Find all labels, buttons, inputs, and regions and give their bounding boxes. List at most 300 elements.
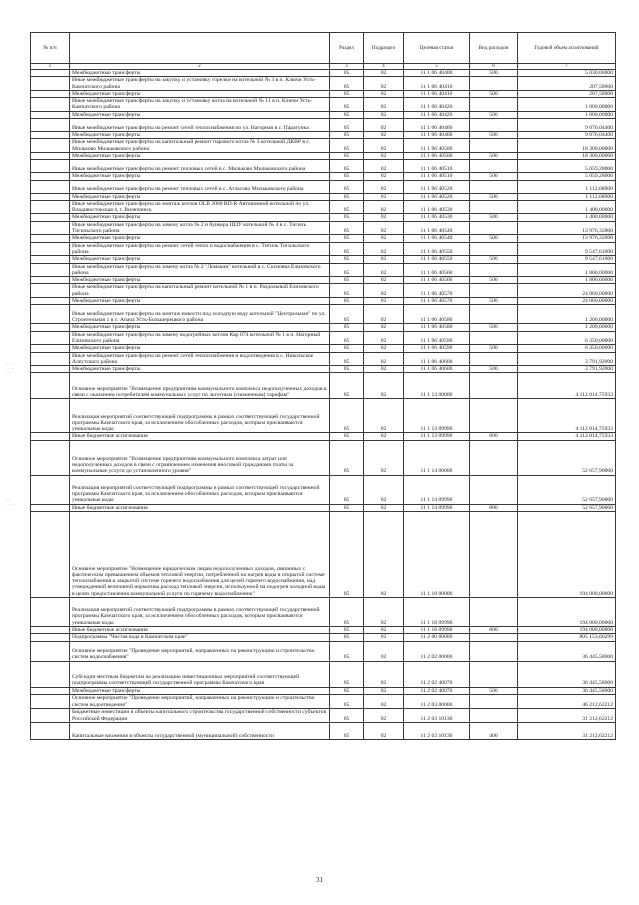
row-total-cell: 9 547,61000 bbox=[518, 242, 616, 256]
row-subsection-cell: 02 bbox=[364, 722, 404, 739]
table-row bbox=[31, 98, 616, 112]
row-expense-cell bbox=[470, 641, 518, 661]
row-num-cell bbox=[31, 242, 70, 256]
table-row bbox=[31, 235, 616, 242]
row-num-cell bbox=[31, 597, 70, 626]
row-section-cell: 05 bbox=[330, 433, 364, 440]
row-article-cell: 11 1 06 40560 bbox=[404, 277, 470, 284]
row-name-cell: Межбюджетные трансферты bbox=[70, 277, 330, 284]
row-expense-cell: 500 bbox=[470, 366, 518, 373]
column-number: 5 bbox=[404, 64, 470, 70]
table-row bbox=[31, 597, 616, 626]
row-expense-cell bbox=[470, 399, 518, 433]
table-header-row bbox=[31, 33, 616, 64]
row-name-cell: Подпрограмма "Чистая вода в Камчатском крае" bbox=[70, 634, 330, 641]
row-article-cell: 11 1 06 40540 bbox=[404, 235, 470, 242]
row-expense-cell: 500 bbox=[470, 345, 518, 352]
row-total-cell: 4 112 014,75933 bbox=[518, 399, 616, 433]
row-expense-cell: 800 bbox=[470, 504, 518, 511]
table-row bbox=[31, 687, 616, 694]
row-subsection-cell: 02 bbox=[364, 661, 404, 687]
row-subsection-cell: 02 bbox=[364, 305, 404, 324]
row-num-cell bbox=[31, 152, 70, 159]
row-total-cell: 805 153,66299 bbox=[518, 634, 616, 641]
table-row bbox=[31, 433, 616, 440]
row-name-cell: Основное мероприятие "Возмещение предприятиям коммунального комплекса недополученных доходов в связи с оказанием потребителям коммунальных услуг по льготным (сниженным) тарифам" bbox=[70, 373, 330, 399]
row-total-cell: 1 200,00000 bbox=[518, 324, 616, 331]
row-article-cell: 11 1 06 40500 bbox=[404, 152, 470, 159]
row-article-cell: 11 2 03 10130 bbox=[404, 708, 470, 722]
table-row bbox=[31, 173, 616, 180]
row-num-cell bbox=[31, 132, 70, 139]
row-total-cell: 194 000,00000 bbox=[518, 626, 616, 633]
row-num-cell bbox=[31, 235, 70, 242]
row-total-cell: 1 200,00000 bbox=[518, 305, 616, 324]
row-num-cell bbox=[31, 324, 70, 331]
row-num-cell bbox=[31, 139, 70, 153]
row-num-cell bbox=[31, 399, 70, 433]
row-num-cell bbox=[31, 77, 70, 91]
row-name-cell: Межбюджетные трансферты bbox=[70, 90, 330, 97]
row-subsection-cell: 02 bbox=[364, 324, 404, 331]
row-article-cell: 11 1 06 40520 bbox=[404, 193, 470, 200]
column-number: 3 bbox=[330, 64, 364, 70]
row-subsection-cell: 02 bbox=[364, 298, 404, 305]
table-row bbox=[31, 366, 616, 373]
row-expense-cell: 400 bbox=[470, 722, 518, 739]
row-name-cell: Иные межбюджетные трансферты на ремонт сетей теплоснабжения по ул. Нагорная в с. Паратунка bbox=[70, 119, 330, 132]
row-num-cell bbox=[31, 475, 70, 504]
row-num-cell bbox=[31, 708, 70, 722]
header-total: Годовой объем ассигнований bbox=[518, 33, 616, 64]
row-total-cell: 194 000,00000 bbox=[518, 597, 616, 626]
row-num-cell bbox=[31, 173, 70, 180]
row-article-cell: 11 1 14 09990 bbox=[404, 475, 470, 504]
row-total-cell: 1 112,68000 bbox=[518, 193, 616, 200]
row-section-cell: 05 bbox=[330, 634, 364, 641]
row-subsection-cell: 02 bbox=[364, 242, 404, 256]
row-total-cell: 31 212,62212 bbox=[518, 722, 616, 739]
row-total-cell: 24 060,00000 bbox=[518, 284, 616, 298]
row-section-cell: 05 bbox=[330, 399, 364, 433]
row-article-cell: 11 1 06 40420 bbox=[404, 98, 470, 112]
row-total-cell: 31 212,62212 bbox=[518, 708, 616, 722]
row-section-cell: 05 bbox=[330, 200, 364, 214]
row-subsection-cell: 02 bbox=[364, 440, 404, 475]
row-subsection-cell: 02 bbox=[364, 284, 404, 298]
row-section-cell: 05 bbox=[330, 242, 364, 256]
row-expense-cell bbox=[470, 98, 518, 112]
row-num-cell bbox=[31, 634, 70, 641]
row-section-cell: 05 bbox=[330, 641, 364, 661]
row-expense-cell: 500 bbox=[470, 173, 518, 180]
row-subsection-cell: 02 bbox=[364, 694, 404, 708]
row-expense-cell bbox=[470, 119, 518, 132]
table-row bbox=[31, 352, 616, 366]
table-row bbox=[31, 511, 616, 597]
row-total-cell: 1 000,00000 bbox=[518, 111, 616, 118]
row-article-cell: 11 1 13 09990 bbox=[404, 399, 470, 433]
table-row bbox=[31, 298, 616, 305]
row-name-cell: Реализация мероприятий соответствующей подпрограммы в рамках соответствующей государственной программы Камчатского края, за исключением обособленных расходов, которым присваиваются уникальные коды bbox=[70, 597, 330, 626]
row-article-cell: 11 1 06 40510 bbox=[404, 160, 470, 173]
row-article-cell: 11 2 02 40070 bbox=[404, 661, 470, 687]
row-article-cell: 11 1 06 40590 bbox=[404, 345, 470, 352]
table-row bbox=[31, 284, 616, 298]
row-expense-cell: 500 bbox=[470, 256, 518, 263]
row-name-cell: Иные межбюджетные трансферты на замену котла № 2 "Ломакин" котельной в с. Сосновка Елизовского района bbox=[70, 263, 330, 277]
row-article-cell: 11 2 03 00000 bbox=[404, 694, 470, 708]
row-total-cell: 6 350,00000 bbox=[518, 345, 616, 352]
table-row bbox=[31, 132, 616, 139]
row-name-cell: Межбюджетные трансферты bbox=[70, 70, 330, 77]
row-subsection-cell: 02 bbox=[364, 331, 404, 345]
row-name-cell: Основное мероприятие "Возмещение предприятиям коммунального комплекса затрат или недополученных доходов в связи с ограничением изменения вносимой гражданами платы за коммунальные услуги до установленного уровня" bbox=[70, 440, 330, 475]
row-subsection-cell: 02 bbox=[364, 641, 404, 661]
row-article-cell: 11 1 13 00000 bbox=[404, 373, 470, 399]
header-expense-type: Вид расходов bbox=[470, 33, 518, 64]
row-num-cell bbox=[31, 180, 70, 193]
row-num-cell bbox=[31, 119, 70, 132]
row-expense-cell bbox=[470, 331, 518, 345]
row-subsection-cell: 02 bbox=[364, 626, 404, 633]
row-section-cell: 05 bbox=[330, 284, 364, 298]
row-section-cell: 05 bbox=[330, 504, 364, 511]
row-section-cell: 05 bbox=[330, 70, 364, 77]
row-subsection-cell: 02 bbox=[364, 90, 404, 97]
row-subsection-cell: 02 bbox=[364, 263, 404, 277]
table-row bbox=[31, 119, 616, 132]
row-name-cell: Иные бюджетные ассигнования bbox=[70, 626, 330, 633]
row-expense-cell bbox=[470, 305, 518, 324]
table-row bbox=[31, 373, 616, 399]
row-article-cell: 11 1 06 40600 bbox=[404, 366, 470, 373]
row-article-cell: 11 1 06 40510 bbox=[404, 173, 470, 180]
row-name-cell: Межбюджетные трансферты bbox=[70, 345, 330, 352]
row-article-cell: 11 1 06 40580 bbox=[404, 305, 470, 324]
table-row bbox=[31, 193, 616, 200]
row-total-cell: 52 657,90000 bbox=[518, 440, 616, 475]
row-total-cell: 1 800,00000 bbox=[518, 277, 616, 284]
row-section-cell: 05 bbox=[330, 98, 364, 112]
row-num-cell bbox=[31, 214, 70, 221]
table-row bbox=[31, 152, 616, 159]
row-name-cell: Иные межбюджетные трансферты на монтаж емкости под холодную воду котельной "Центральная" по ул. Строительная 1 в с. Апача Усть-Большерецкого района bbox=[70, 305, 330, 324]
column-number: 4 bbox=[364, 64, 404, 70]
row-num-cell bbox=[31, 694, 70, 708]
row-section-cell: 05 bbox=[330, 221, 364, 235]
row-name-cell: Капитальные вложения в объекты государственной (муниципальной) собственности bbox=[70, 722, 330, 739]
row-num-cell bbox=[31, 626, 70, 633]
table-row bbox=[31, 263, 616, 277]
row-expense-cell: 500 bbox=[470, 298, 518, 305]
row-article-cell: 11 1 06 40530 bbox=[404, 200, 470, 214]
row-total-cell: 3 791,92000 bbox=[518, 366, 616, 373]
row-section-cell: 05 bbox=[330, 298, 364, 305]
row-expense-cell: 800 bbox=[470, 433, 518, 440]
row-name-cell: Иные межбюджетные трансферты на закупку и установку котла на котельной № 11 в п. Ключи Усть-Камчатского района bbox=[70, 98, 330, 112]
row-article-cell: 11 1 13 09990 bbox=[404, 433, 470, 440]
row-subsection-cell: 02 bbox=[364, 98, 404, 112]
row-name-cell: Основное мероприятие "Возмещение юридическим лицам недополученных доходов, связанных с фактическим превышением объемов тепловой энергии, потребленной на нагрев воды в открытой системе теплоснабжения и закрытой системе горячего водоснабжения для целей горячего водоснабжения, над утвержденной величиной норматива расхода тепловой энергии, используемой на подогрев холодной воды в целях предоставления коммунальной услуги по горячему водоснабжению" bbox=[70, 511, 330, 597]
row-num-cell bbox=[31, 305, 70, 324]
row-section-cell: 05 bbox=[330, 152, 364, 159]
row-article-cell: 11 1 18 09990 bbox=[404, 626, 470, 633]
row-total-cell: 18 300,00000 bbox=[518, 152, 616, 159]
row-name-cell: Межбюджетные трансферты bbox=[70, 256, 330, 263]
row-num-cell bbox=[31, 366, 70, 373]
table-row bbox=[31, 399, 616, 433]
row-article-cell: 11 1 06 40530 bbox=[404, 214, 470, 221]
table-row bbox=[31, 70, 616, 77]
row-expense-cell: 800 bbox=[470, 626, 518, 633]
row-num-cell bbox=[31, 440, 70, 475]
row-name-cell: Иные межбюджетные трансферты на ремонт сетей теплоснабжения и водоотведения в с. Никольское Алеутского района bbox=[70, 352, 330, 366]
row-num-cell bbox=[31, 284, 70, 298]
row-expense-cell: 500 bbox=[470, 193, 518, 200]
row-name-cell: Реализация мероприятий соответствующей подпрограммы в рамках соответствующей государственной программы Камчатского края, за исключением обособленных расходов, которым присваиваются уникальные коды bbox=[70, 399, 330, 433]
row-section-cell: 05 bbox=[330, 214, 364, 221]
row-subsection-cell: 02 bbox=[364, 221, 404, 235]
row-name-cell: Межбюджетные трансферты bbox=[70, 235, 330, 242]
row-total-cell: 194 000,00000 bbox=[518, 511, 616, 597]
row-name-cell: Межбюджетные трансферты bbox=[70, 152, 330, 159]
row-article-cell: 11 2 00 00000 bbox=[404, 634, 470, 641]
row-total-cell: 13 976,32000 bbox=[518, 235, 616, 242]
row-section-cell: 05 bbox=[330, 132, 364, 139]
row-section-cell: 05 bbox=[330, 256, 364, 263]
row-num-cell bbox=[31, 722, 70, 739]
row-article-cell: 11 1 18 09990 bbox=[404, 597, 470, 626]
row-subsection-cell: 02 bbox=[364, 193, 404, 200]
row-expense-cell bbox=[470, 634, 518, 641]
column-number: 7 bbox=[518, 64, 616, 70]
row-num-cell bbox=[31, 256, 70, 263]
row-subsection-cell: 02 bbox=[364, 708, 404, 722]
row-num-cell bbox=[31, 298, 70, 305]
row-expense-cell bbox=[470, 263, 518, 277]
row-article-cell: 11 2 03 10130 bbox=[404, 722, 470, 739]
scan-margin-mark: ·· · · ·· · bbox=[6, 499, 15, 508]
row-section-cell: 05 bbox=[330, 331, 364, 345]
row-expense-cell: 500 bbox=[470, 111, 518, 118]
row-subsection-cell: 02 bbox=[364, 132, 404, 139]
row-subsection-cell: 02 bbox=[364, 634, 404, 641]
row-total-cell: 5 030,00000 bbox=[518, 70, 616, 77]
row-section-cell: 05 bbox=[330, 366, 364, 373]
row-total-cell: 1 400,00000 bbox=[518, 200, 616, 214]
row-article-cell: 11 1 06 40520 bbox=[404, 180, 470, 193]
row-article-cell: 11 1 06 40500 bbox=[404, 139, 470, 153]
row-section-cell: 05 bbox=[330, 77, 364, 91]
row-total-cell: 4 112 014,75933 bbox=[518, 433, 616, 440]
row-num-cell bbox=[31, 352, 70, 366]
row-total-cell: 52 657,90000 bbox=[518, 475, 616, 504]
column-number: 1 bbox=[31, 64, 70, 70]
row-total-cell: 3 791,92000 bbox=[518, 352, 616, 366]
row-subsection-cell: 02 bbox=[364, 504, 404, 511]
row-section-cell: 05 bbox=[330, 352, 364, 366]
row-section-cell: 05 bbox=[330, 235, 364, 242]
row-article-cell: 11 1 06 40570 bbox=[404, 284, 470, 298]
row-total-cell: 24 060,00000 bbox=[518, 298, 616, 305]
row-expense-cell bbox=[470, 511, 518, 597]
row-expense-cell: 500 bbox=[470, 152, 518, 159]
row-subsection-cell: 02 bbox=[364, 433, 404, 440]
table-row bbox=[31, 242, 616, 256]
row-expense-cell bbox=[470, 597, 518, 626]
row-expense-cell bbox=[470, 242, 518, 256]
row-expense-cell bbox=[470, 160, 518, 173]
row-num-cell bbox=[31, 90, 70, 97]
column-number: 6 bbox=[470, 64, 518, 70]
row-name-cell: Иные межбюджетные трансферты на ремонт сетей тепло и водоснабжения в с. Тигиль Тигильского района bbox=[70, 242, 330, 256]
row-expense-cell bbox=[470, 661, 518, 687]
row-section-cell: 05 bbox=[330, 305, 364, 324]
row-num-cell bbox=[31, 433, 70, 440]
table-row bbox=[31, 345, 616, 352]
row-subsection-cell: 02 bbox=[364, 345, 404, 352]
row-num-cell bbox=[31, 687, 70, 694]
row-expense-cell bbox=[470, 139, 518, 153]
table-row bbox=[31, 504, 616, 511]
row-subsection-cell: 02 bbox=[364, 511, 404, 597]
row-total-cell: 9 076,04400 bbox=[518, 132, 616, 139]
table-row bbox=[31, 626, 616, 633]
row-num-cell bbox=[31, 511, 70, 597]
row-subsection-cell: 02 bbox=[364, 235, 404, 242]
table-row bbox=[31, 160, 616, 173]
row-article-cell: 11 1 06 40550 bbox=[404, 242, 470, 256]
table-row bbox=[31, 305, 616, 324]
row-name-cell: Межбюджетные трансферты bbox=[70, 366, 330, 373]
row-section-cell: 05 bbox=[330, 511, 364, 597]
row-subsection-cell: 02 bbox=[364, 475, 404, 504]
row-total-cell: 13 976,32000 bbox=[518, 221, 616, 235]
table-row bbox=[31, 694, 616, 708]
row-subsection-cell: 02 bbox=[364, 160, 404, 173]
row-name-cell: Межбюджетные трансферты bbox=[70, 687, 330, 694]
row-num-cell bbox=[31, 221, 70, 235]
header-article: Целевая статья bbox=[404, 33, 470, 64]
row-expense-cell bbox=[470, 200, 518, 214]
row-total-cell: 1 400,00000 bbox=[518, 214, 616, 221]
row-total-cell: 18 300,00000 bbox=[518, 139, 616, 153]
table-row bbox=[31, 324, 616, 331]
row-subsection-cell: 02 bbox=[364, 173, 404, 180]
row-expense-cell bbox=[470, 284, 518, 298]
row-section-cell: 05 bbox=[330, 324, 364, 331]
row-subsection-cell: 02 bbox=[364, 200, 404, 214]
row-name-cell: Межбюджетные трансферты bbox=[70, 214, 330, 221]
row-section-cell: 05 bbox=[330, 90, 364, 97]
row-num-cell bbox=[31, 193, 70, 200]
document-page bbox=[30, 32, 615, 740]
row-article-cell: 11 1 06 40420 bbox=[404, 111, 470, 118]
row-subsection-cell: 02 bbox=[364, 399, 404, 433]
row-name-cell: Иные межбюджетные трансферты на капитальный ремонт парового котла № 3 котельной ДКВР в с. Мильково Мильковского района bbox=[70, 139, 330, 153]
row-expense-cell: 500 bbox=[470, 277, 518, 284]
row-total-cell: 5 059,28000 bbox=[518, 160, 616, 173]
table-row bbox=[31, 180, 616, 193]
row-name-cell: Иные межбюджетные трансферты на ремонт тепловых сетей в с. Атласово Мильковского района bbox=[70, 180, 330, 193]
row-name-cell: Межбюджетные трансферты bbox=[70, 173, 330, 180]
row-expense-cell bbox=[470, 708, 518, 722]
row-article-cell: 11 1 06 40540 bbox=[404, 221, 470, 235]
header-name bbox=[70, 33, 330, 64]
row-num-cell bbox=[31, 331, 70, 345]
row-article-cell: 11 2 02 00000 bbox=[404, 641, 470, 661]
row-name-cell: Межбюджетные трансферты bbox=[70, 298, 330, 305]
table-row bbox=[31, 139, 616, 153]
row-num-cell bbox=[31, 661, 70, 687]
row-num-cell bbox=[31, 345, 70, 352]
row-section-cell: 05 bbox=[330, 139, 364, 153]
row-section-cell: 05 bbox=[330, 193, 364, 200]
row-article-cell: 11 1 06 40560 bbox=[404, 263, 470, 277]
row-expense-cell bbox=[470, 221, 518, 235]
table-row bbox=[31, 200, 616, 214]
row-expense-cell: 500 bbox=[470, 235, 518, 242]
row-subsection-cell: 02 bbox=[364, 597, 404, 626]
row-total-cell: 6 350,00000 bbox=[518, 331, 616, 345]
row-expense-cell: 500 bbox=[470, 132, 518, 139]
row-total-cell: 1 000,00000 bbox=[518, 98, 616, 112]
row-total-cell: 1 800,00000 bbox=[518, 263, 616, 277]
row-section-cell: 05 bbox=[330, 597, 364, 626]
row-name-cell: Субсидии местным бюджетам на реализацию инвестиционных мероприятий соответствующей подпрограммы соответствующей государственной программы Камчатского края bbox=[70, 661, 330, 687]
row-article-cell: 11 1 06 40460 bbox=[404, 132, 470, 139]
row-subsection-cell: 02 bbox=[364, 352, 404, 366]
row-section-cell: 05 bbox=[330, 373, 364, 399]
table-row bbox=[31, 722, 616, 739]
table-row bbox=[31, 708, 616, 722]
table-row bbox=[31, 214, 616, 221]
table-row bbox=[31, 256, 616, 263]
row-subsection-cell: 02 bbox=[364, 139, 404, 153]
row-num-cell bbox=[31, 263, 70, 277]
row-expense-cell bbox=[470, 180, 518, 193]
row-name-cell: Иные межбюджетные трансферты на монтаж котлов OLB 2000 RD-R Автономной котельной по ул. Владивостокская 4, г. Вилючинск bbox=[70, 200, 330, 214]
row-num-cell bbox=[31, 98, 70, 112]
row-total-cell: 36 445,58000 bbox=[518, 641, 616, 661]
row-section-cell: 05 bbox=[330, 626, 364, 633]
row-num-cell bbox=[31, 641, 70, 661]
row-name-cell: Иные бюджетные ассигнования bbox=[70, 504, 330, 511]
table-row bbox=[31, 634, 616, 641]
row-total-cell: 9 547,61000 bbox=[518, 256, 616, 263]
table-row bbox=[31, 277, 616, 284]
header-num: № п/п bbox=[31, 33, 70, 64]
row-name-cell: Межбюджетные трансферты bbox=[70, 111, 330, 118]
row-section-cell: 05 bbox=[330, 687, 364, 694]
row-expense-cell: 500 bbox=[470, 70, 518, 77]
row-section-cell: 05 bbox=[330, 111, 364, 118]
page-number: 31 bbox=[316, 876, 323, 884]
row-subsection-cell: 02 bbox=[364, 366, 404, 373]
scan-margin-mark: ·· · · · · ·· ·· · bbox=[6, 363, 15, 376]
row-name-cell: Иные межбюджетные трансферты на ремонт тепловых сетей в с. Мильково Мильковского района bbox=[70, 160, 330, 173]
row-name-cell: Межбюджетные трансферты bbox=[70, 132, 330, 139]
row-subsection-cell: 02 bbox=[364, 373, 404, 399]
row-article-cell: 11 1 06 40550 bbox=[404, 256, 470, 263]
row-total-cell: 207,50000 bbox=[518, 90, 616, 97]
table-row bbox=[31, 221, 616, 235]
row-section-cell: 05 bbox=[330, 160, 364, 173]
row-article-cell: 11 1 06 40580 bbox=[404, 324, 470, 331]
row-total-cell: 4 112 014,75933 bbox=[518, 373, 616, 399]
row-expense-cell: 500 bbox=[470, 214, 518, 221]
